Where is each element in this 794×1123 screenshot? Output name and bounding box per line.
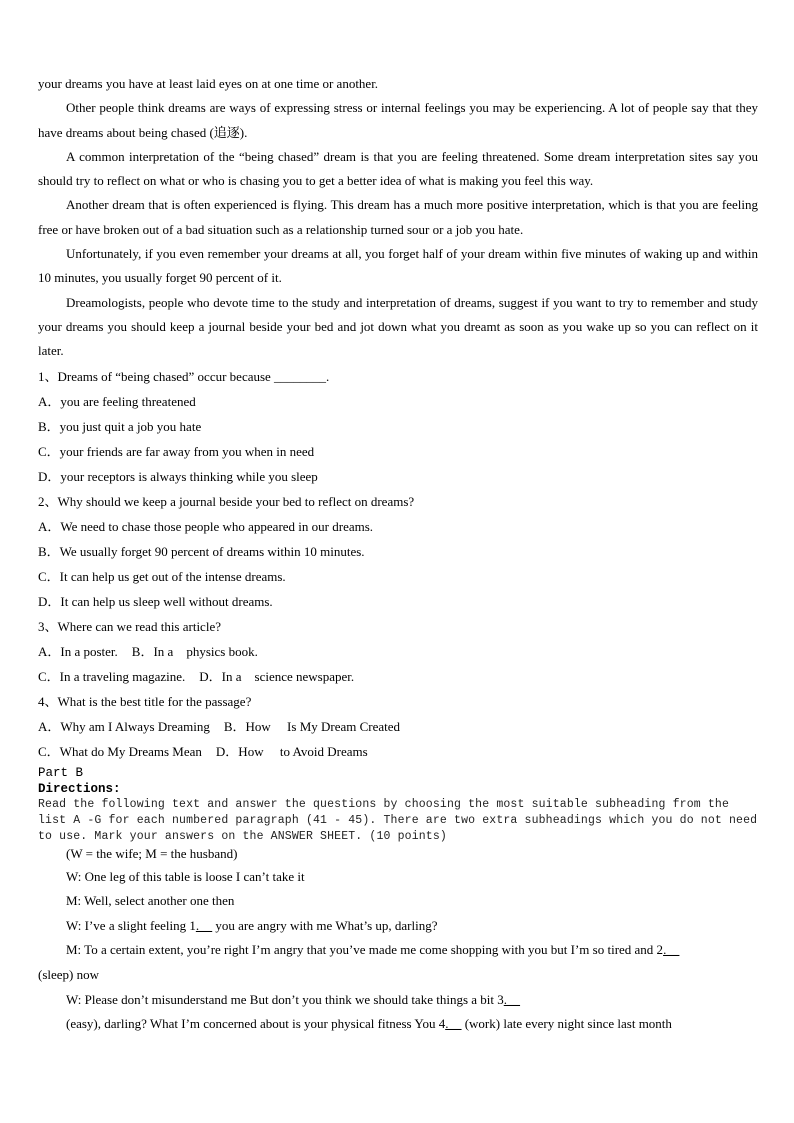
dialogue-line-7-text-a: (easy), darling? What I’m concerned about is your physical fitness You 4 (66, 1016, 446, 1032)
dialogue-line-7-text-b: (work) late every night since last month (461, 1016, 672, 1032)
question-4-options-cd (38, 739, 758, 764)
question-1-option-b: B．you just quit a job you hate (38, 418, 202, 434)
question-4-option-d: D．How to Avoid Dreams (215, 743, 368, 759)
question-3-option-a: A．In a poster. (38, 643, 118, 659)
dialogue-line-4-text: M: To a certain extent, you’re right I’m angry that you’ve made me come shopping with you but I’m so tired and 2 (66, 942, 664, 958)
dialogue-line-5: (sleep) now (38, 966, 100, 982)
part-b-directions-text: Read the following text and answer the questions by choosing the most suitable subheading from the list A -G for each numbered paragraph (41 - 45). There are two extra subheadings which you do not need to use. Mark your answers on the ANSWER SHEET. (10 points) (38, 797, 758, 843)
question-3-option-d: D．In a science newspaper. (199, 668, 355, 684)
dialogue-line-6 (38, 988, 758, 1013)
question-1-option-d: D．your receptors is always thinking while you sleep (38, 468, 318, 484)
question-1-option-c: C．your friends are far away from you when in need (38, 443, 315, 459)
question-1-option-a: A．you are feeling threatened (38, 393, 196, 409)
question-3-option-c: C．In a traveling magazine. (38, 668, 186, 684)
blank-2[interactable]: .__ (663, 942, 680, 958)
question-3-stem: 3、Where can we read this article? (38, 618, 221, 634)
document-page (38, 72, 758, 1037)
dialogue-line-7 (38, 1012, 758, 1037)
question-4-option-a: A．Why am I Always Dreaming (38, 718, 210, 734)
passage-paragraph-1: Other people think dreams are ways of expressing stress or internal feelings you may be experiencing. A lot of people say that they have dreams about being chased (追逐). (38, 100, 758, 140)
dialogue-line-2: M: Well, select another one then (66, 893, 235, 909)
question-4 (38, 689, 758, 764)
passage-paragraph-4: Unfortunately, if you even remember your dreams at all, you forget half of your dream within five minutes of waking up and within 10 minutes, you usually forget 90 percent of it. (38, 246, 758, 286)
blank-3[interactable]: .__ (503, 991, 520, 1007)
question-4-option-b: B．How Is My Dream Created (223, 718, 401, 734)
question-1 (38, 364, 758, 489)
dialogue-legend: (W = the wife; M = the husband) (66, 845, 238, 861)
question-1-stem: 1、Dreams of “being chased” occur because ________. (38, 368, 330, 384)
dialogue-line-3-text-a: W: I’ve a slight feeling 1 (66, 917, 196, 933)
passage-paragraph-2: A common interpretation of the “being chased” dream is that you are feeling threatened. Some dream interpretation sites say you should try to reflect on what or who is chasing you to get a better idea of what is making you feel this way. (38, 148, 758, 189)
question-4-stem: 4、What is the best title for the passage? (38, 693, 252, 709)
question-2-option-c: C．It can help us get out of the intense dreams. (38, 568, 286, 584)
question-4-options-ab (38, 714, 758, 739)
dialogue-line-4 (38, 938, 758, 963)
blank-1[interactable]: .__ (195, 917, 213, 933)
question-3-options-ab (38, 639, 758, 664)
passage-paragraph-5: Dreamologists, people who devote time to the study and interpretation of dreams, suggest if you want to try to remember and study your dreams you should keep a journal beside your bed and jot down what you dreamt as soon as you wake up so you can reflect on it later. (38, 294, 758, 359)
question-2-option-d: D．It can help us sleep well without dreams. (38, 593, 273, 609)
question-3-option-b: B．In a physics book. (131, 643, 258, 659)
question-3 (38, 614, 758, 689)
dialogue-line-1: W: One leg of this table is loose I can’t take it (66, 868, 305, 884)
question-3-options-cd (38, 664, 758, 689)
question-4-option-c: C．What do My Dreams Mean (38, 743, 202, 759)
question-2-option-a: A．We need to chase those people who appeared in our dreams. (38, 518, 374, 534)
passage-paragraph-3: Another dream that is often experienced is flying. This dream has a much more positive interpretation, which is that you are feeling free or have broken out of a bad situation such as a relationship turned sour or a job you hate. (38, 197, 758, 237)
dialogue-line-3 (38, 914, 758, 939)
dialogue-line-6-text: W: Please don’t misunderstand me But don’t you think we should take things a bit 3 (66, 991, 504, 1007)
dialogue-line-3-text-b: you are angry with me What’s up, darling? (212, 917, 438, 933)
question-2-stem: 2、Why should we keep a journal beside your bed to reflect on dreams? (38, 493, 415, 509)
part-b-title: Part B (38, 765, 84, 780)
part-b-directions-label: Directions: (38, 781, 121, 796)
blank-4[interactable]: .__ (445, 1016, 462, 1032)
question-2 (38, 489, 758, 614)
part-b-section (38, 765, 758, 845)
passage-paragraph-0: your dreams you have at least laid eyes on at one time or another. (38, 76, 379, 91)
dialogue (38, 845, 758, 1037)
question-2-option-b: B．We usually forget 90 percent of dreams within 10 minutes. (38, 543, 365, 559)
